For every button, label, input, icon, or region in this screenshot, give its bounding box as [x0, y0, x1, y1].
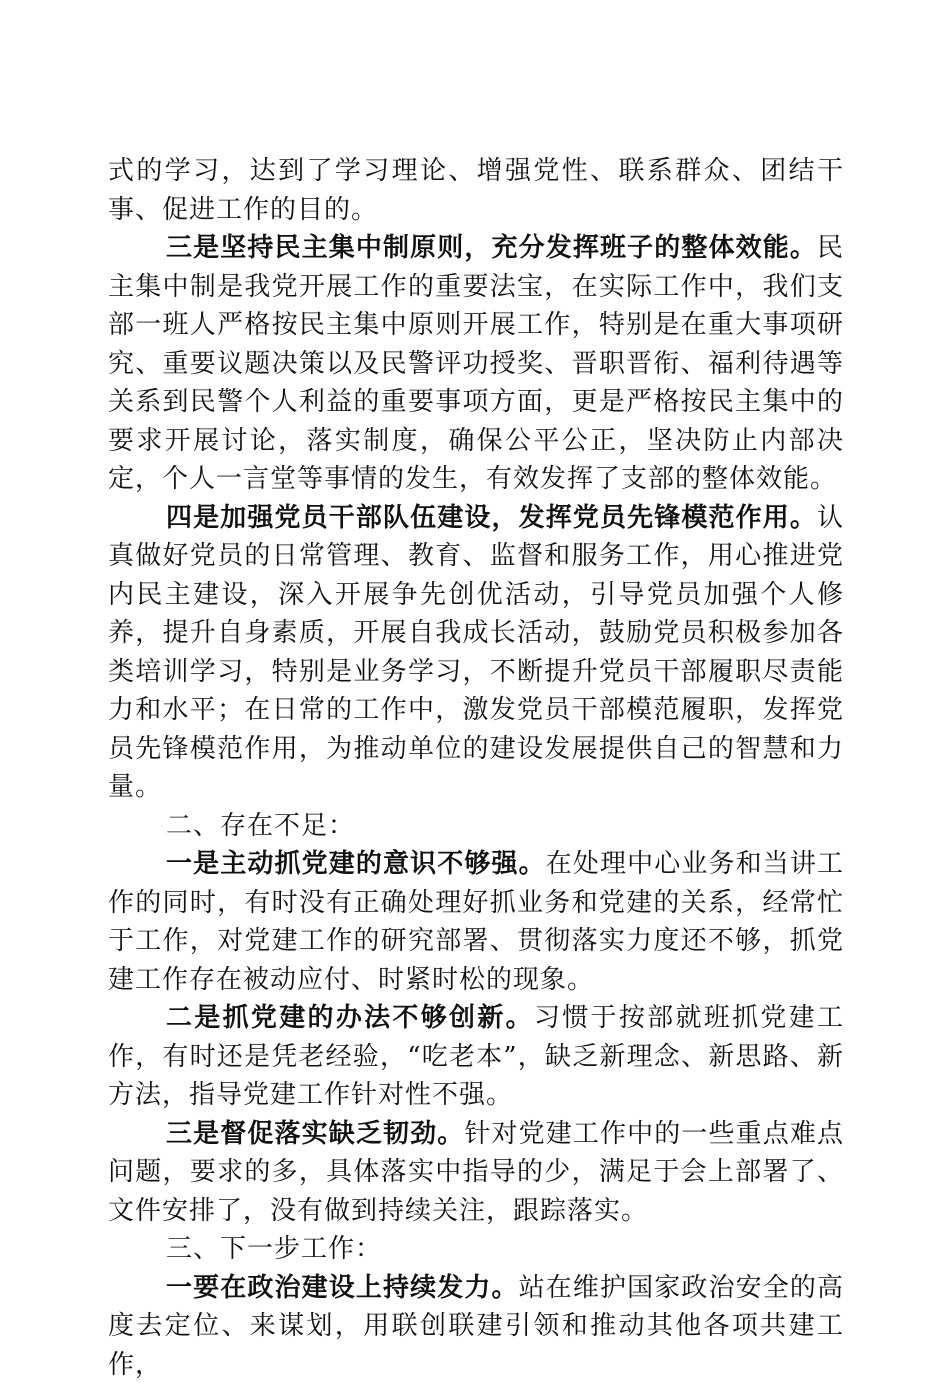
paragraph-awareness: [108, 845, 844, 999]
paragraph-text: 习惯于按部就班抓党建工作，有时还是凭老经验，“吃老本”，缺乏新理念、新思路、新方法，指导党建工作针对性不强。: [108, 1003, 844, 1110]
paragraph-team-building: [108, 499, 844, 807]
paragraph-innovation: [108, 999, 844, 1115]
paragraph-text: 针对党建工作中的一些重点难点问题，要求的多，具体落实中指导的少，满足于会上部署了、文件安排了，没有做到持续关注，跟踪落实。: [108, 1119, 844, 1226]
section-heading-next-steps: [108, 1230, 844, 1269]
paragraph-continuation: [108, 152, 844, 229]
paragraph-text: 民主集中制是我党开展工作的重要法宝，在实际工作中，我们支部一班人严格按民主集中原则开展工作，特别是在重大事项研究、重要议题决策以及民警评功授奖、晋职晋衔、福利待遇等关系到民警个人利益的重要事项方面，更是严格按民主集中的要求开展讨论，落实制度，确保公平公正，坚决防止内部决定，个人一言堂等事情的发生，有效发挥了支部的整体效能。: [108, 233, 844, 494]
paragraph-lead: 四是加强党员干部队伍建设，发挥党员先锋模范作用。: [166, 503, 817, 533]
paragraph-political-building: [108, 1269, 844, 1384]
paragraph-implementation: [108, 1115, 844, 1231]
paragraph-text: 站在维护国家政治安全的高度去定位、来谋划，用联创联建引领和推动其他各项共建工作，: [108, 1273, 844, 1380]
document-body: [108, 152, 844, 1384]
paragraph-lead: 一要在政治建设上持续发力。: [166, 1273, 519, 1303]
paragraph-lead: 三是督促落实缺乏韧劲。: [166, 1119, 464, 1149]
paragraph-lead: 二是抓党建的办法不够创新。: [166, 1003, 534, 1033]
section-heading-shortcomings: [108, 807, 844, 846]
paragraph-lead: 三是坚持民主集中制原则，充分发挥班子的整体效能。: [166, 233, 817, 263]
paragraph-lead: 一是主动抓党建的意识不够强。: [166, 849, 546, 879]
paragraph-text: 式的学习，达到了学习理论、增强党性、联系群众、团结干事、促进工作的目的。: [108, 156, 844, 225]
section-heading-text: 二、存在不足：: [166, 811, 355, 841]
section-heading-text: 三、下一步工作：: [166, 1234, 382, 1264]
paragraph-democratic-centralism: [108, 229, 844, 499]
paragraph-text: 在处理中心业务和当讲工作的同时，有时没有正确处理好抓业务和党建的关系，经常忙于工作，对党建工作的研究部署、贯彻落实力度还不够，抓党建工作存在被动应付、时紧时松的现象。: [108, 849, 844, 995]
paragraph-text: 认真做好党员的日常管理、教育、监督和服务工作，用心推进党内民主建设，深入开展争先创优活动，引导党员加强个人修养，提升自身素质，开展自我成长活动，鼓励党员积极参加各类培训学习，特别是业务学习，不断提升党员干部履职尽责能力和水平；在日常的工作中，激发党员干部模范履职，发挥党员先锋模范作用，为推动单位的建设发展提供自己的智慧和力量。: [108, 503, 844, 803]
